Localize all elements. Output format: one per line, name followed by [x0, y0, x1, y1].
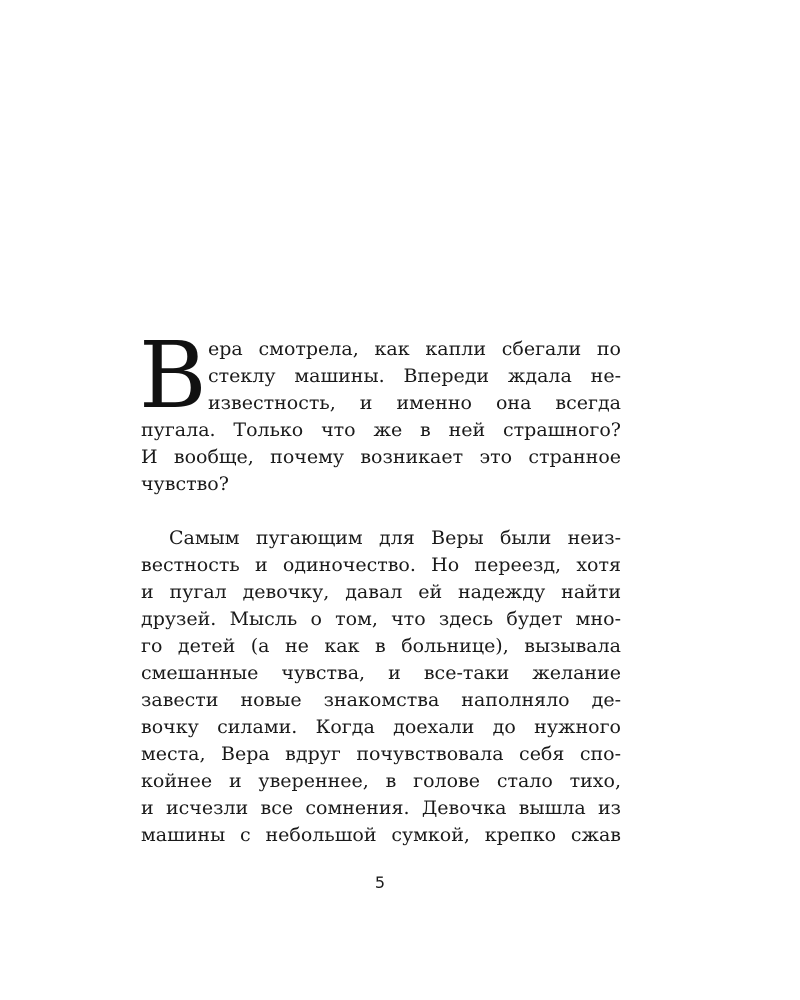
text-line: смешанные чувства, и все-таки желание: [141, 662, 621, 684]
text-line: друзей. Мысль о том, что здесь будет мно-: [141, 608, 621, 630]
text-line: И вообще, почему возникает это странное: [141, 446, 621, 468]
text-line: койнее и увереннее, в голове стало тихо,: [141, 770, 621, 792]
text-line: пугала. Только что же в ней страшного?: [141, 419, 621, 441]
text-line: и исчезли все сомнения. Девочка вышла из: [141, 797, 621, 819]
text-line: чувство?: [141, 473, 229, 495]
text-line: ера смотрела, как капли сбегали по: [208, 338, 621, 360]
page-number: 5: [374, 873, 386, 892]
paragraph-2: [141, 525, 621, 849]
text-line: стеклу машины. Впереди ждала не-: [208, 365, 621, 387]
text-line: Самым пугающим для Веры были неиз-: [169, 527, 621, 549]
text-line: вестность и одиночество. Но переезд, хотя: [141, 554, 621, 576]
text-line: места, Вера вдруг почувствовала себя спо-: [141, 743, 621, 765]
text-line: го детей (а не как в больнице), вызывала: [141, 635, 621, 657]
paragraph-gap: [141, 498, 621, 525]
text-line: известность, и именно она всегда: [208, 392, 621, 414]
drop-cap-letter: В: [139, 322, 207, 429]
paragraph-1: [141, 336, 621, 498]
text-line: вочку силами. Когда доехали до нужного: [141, 716, 621, 738]
body-text: [139, 322, 621, 849]
text-line: завести новые знакомства наполняло де-: [141, 689, 621, 711]
text-line: и пугал девочку, давал ей надежду найти: [141, 581, 621, 603]
text-line: машины с небольшой сумкой, крепко сжав: [141, 824, 621, 846]
